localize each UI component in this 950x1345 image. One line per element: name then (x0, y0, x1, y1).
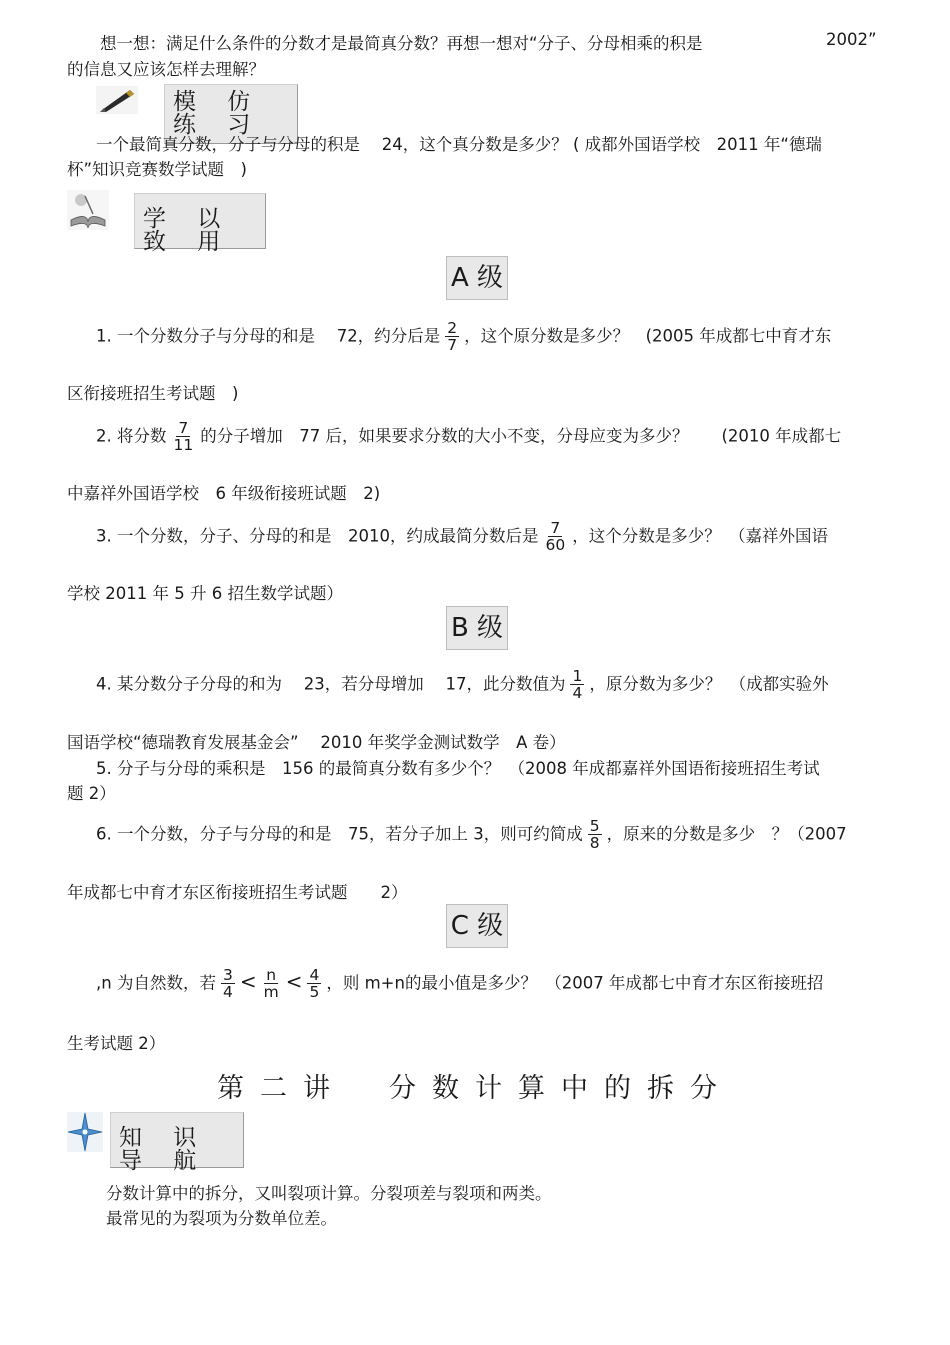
level-c-heading: C 级 (446, 904, 508, 948)
intro-line-1-end: 2002” (826, 30, 877, 49)
question-3-source: 学校 2011 年 5 升 6 招生数学试题） (67, 584, 343, 603)
practice-line-2: 杯”知识竞赛数学试题 ) (67, 160, 247, 179)
guide-line-2: 最常见的为裂项为分数单位差。 (106, 1209, 337, 1228)
chapter-title: 第二讲 分数计算中的拆分 (217, 1073, 733, 1104)
question-4: 4. 某分数分子分母的和为 23，若分母增加 17，此分数值为 $\frac{1}{4}$ ，原分数为多少？ （成都实验外 (96, 667, 829, 703)
fraction: $\frac{7}{60}$ (545, 519, 566, 555)
question-3: 3. 一个分数，分子、分母的和是 2010，约成最简分数后是 $\frac{7}{60}$ ，这个分数是多少？ （嘉祥外国语 (96, 519, 828, 555)
question-6-source: 年成都七中育才东区衔接班招生考试题 2） (67, 883, 408, 902)
fraction: $\frac{7}{11}$ (173, 419, 194, 455)
fraction: $\frac{n}{m}$ (263, 966, 279, 1002)
fraction: $\frac{1}{4}$ (572, 667, 583, 703)
fraction: $\frac{3}{4}$ (222, 966, 233, 1002)
guide-line-1: 分数计算中的拆分，又叫裂项计算。分裂项差与裂项和两类。 (106, 1184, 552, 1203)
practice-line-1: 一个最简真分数，分子与分母的积是 24，这个真分数是多少？ ( 成都外国语学校 2011 年“德瑞 (96, 135, 822, 154)
question-6: 6. 一个分数，分子与分母的和是 75，若分子加上 3，则可约简成 $\frac{5}{8}$ ，原来的分数是多少 ？（2007 (96, 817, 847, 853)
question-1-source: 区衔接班招生考试题 ) (67, 384, 239, 403)
question-2-source: 中嘉祥外国语学校 6 年级衔接班试题 2) (67, 484, 381, 503)
compass-star-icon (67, 1112, 103, 1152)
question-5-source: 题 2） (67, 784, 116, 803)
intro-line-2: 的信息又应该怎样去理解？ (67, 60, 265, 79)
apply-section-title: 学 以 致 用 (134, 193, 266, 249)
question-7: ,n 为自然数，若 $\frac{3}{4}$ < $\frac{n}{m}$ < $\frac{4}{5}$ ，则 m+n的最小值是多少？ （2007 年成都七中育才东区衔接班招 (96, 966, 824, 1002)
fraction: $\frac{2}{7}$ (447, 319, 458, 355)
intro-line-1: 想一想：满足什么条件的分数才是最简真分数？再想一想对“分子、分母相乘的积是 (100, 34, 703, 53)
fraction: $\frac{5}{8}$ (589, 817, 600, 853)
level-a-heading: A 级 (446, 256, 508, 300)
fraction: $\frac{4}{5}$ (309, 966, 320, 1002)
question-1: 1. 一个分数分子与分母的和是 72，约分后是 $\frac{2}{7}$ ，这个原分数是多少？ (2005 年成都七中育才东 (96, 319, 832, 355)
level-b-heading: B 级 (446, 606, 508, 650)
question-7-source: 生考试题 2） (67, 1034, 166, 1053)
book-icon (67, 190, 109, 230)
question-4-source: 国语学校“德瑞教育发展基金会” 2010 年奖学金测试数学 A 卷） (67, 733, 566, 752)
fountain-pen-icon (96, 86, 138, 114)
guide-section-title: 知 识 导 航 (110, 1112, 244, 1168)
question-2: 2. 将分数 $\frac{7}{11}$ 的分子增加 77 后，如果要求分数的大小不变，分母应变为多少？ (2010 年成都七 (96, 419, 842, 455)
question-5: 5. 分子与分母的乘积是 156 的最简真分数有多少个？ （2008 年成都嘉祥外国语衔接班招生考试 (96, 759, 820, 778)
practice-section-title: 模 仿 练 习 (164, 84, 298, 144)
